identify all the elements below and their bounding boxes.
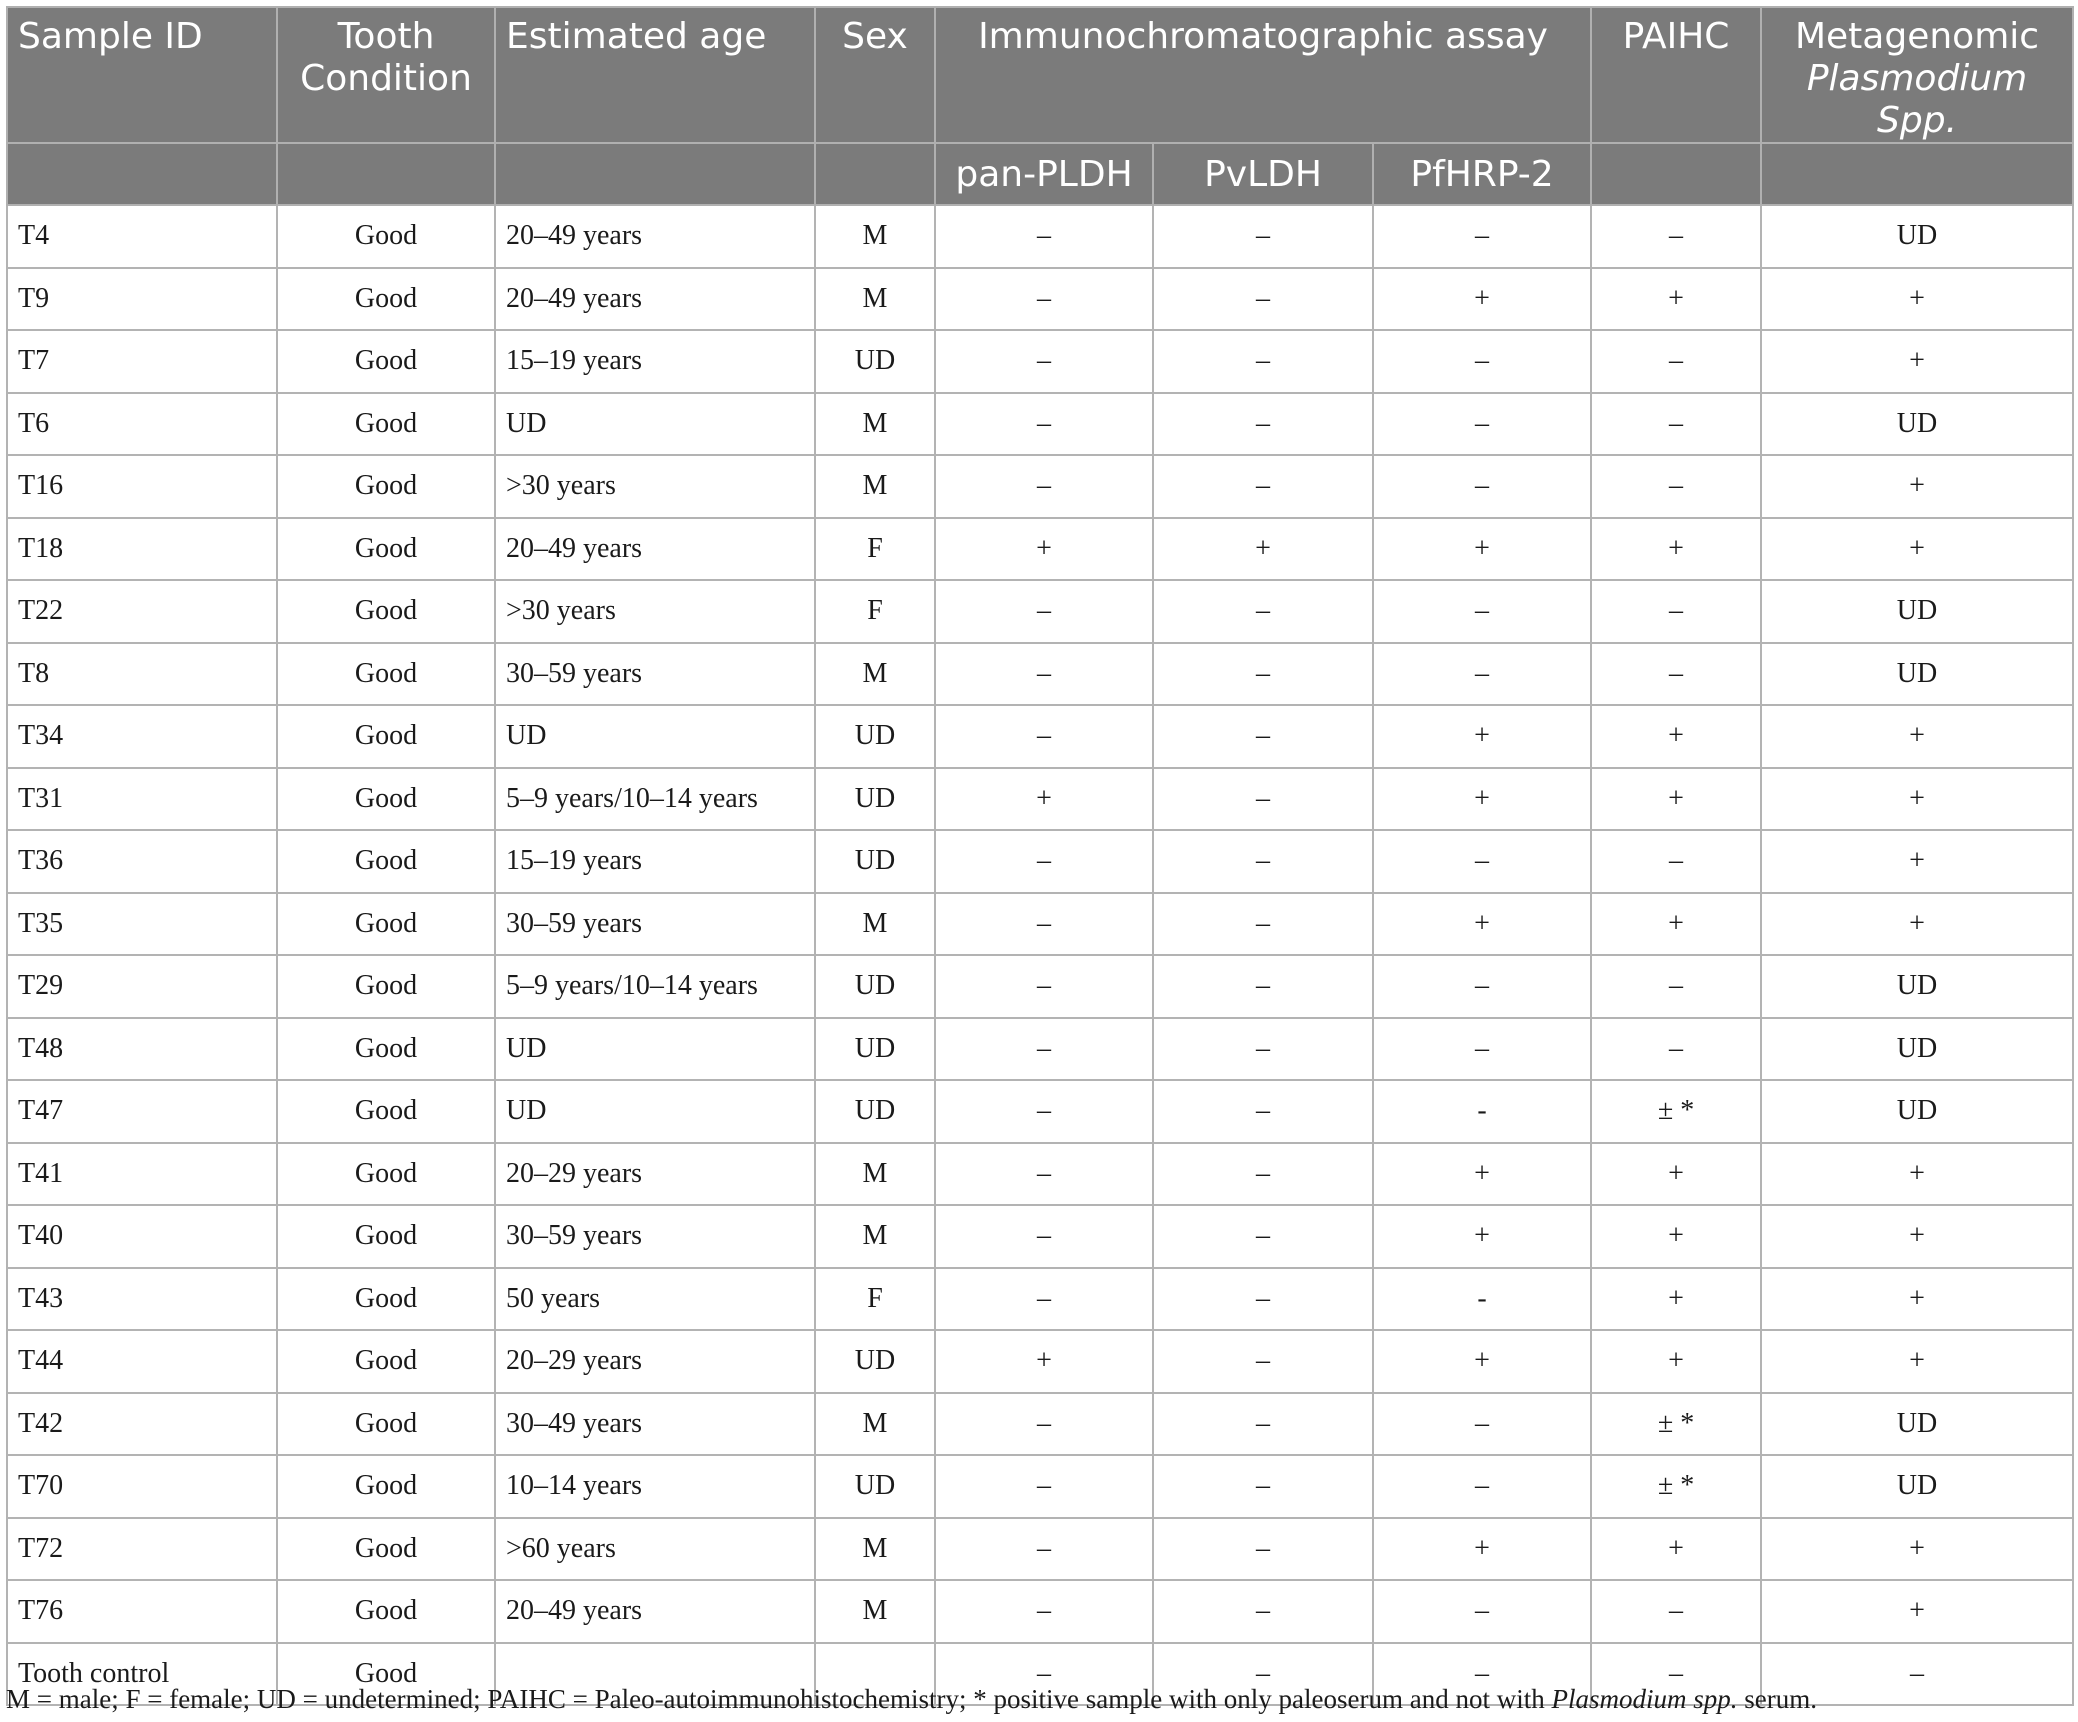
cell-sample-id: T35	[7, 893, 277, 956]
cell-paihc: –	[1591, 1643, 1761, 1706]
cell-estimated-age: UD	[495, 705, 815, 768]
cell-estimated-age: >30 years	[495, 455, 815, 518]
cell-estimated-age: 5–9 years/10–14 years	[495, 768, 815, 831]
cell-pan-pldh: –	[935, 705, 1153, 768]
cell-sample-id: Tooth control	[7, 1643, 277, 1706]
cell-pfhrp2: -	[1373, 1080, 1591, 1143]
header-metagenomic	[1761, 7, 2073, 143]
cell-paihc: –	[1591, 205, 1761, 268]
cell-tooth-condition: Good	[277, 1455, 495, 1518]
cell-tooth-condition: Good	[277, 205, 495, 268]
cell-estimated-age: 20–29 years	[495, 1330, 815, 1393]
table-row	[7, 1330, 2073, 1393]
table-row	[7, 518, 2073, 581]
cell-estimated-age: 30–59 years	[495, 643, 815, 706]
cell-tooth-condition: Good	[277, 1393, 495, 1456]
cell-sample-id: T29	[7, 955, 277, 1018]
cell-pvldh: –	[1153, 1143, 1373, 1206]
cell-pvldh: –	[1153, 393, 1373, 456]
cell-estimated-age: UD	[495, 1080, 815, 1143]
table-header	[7, 7, 2073, 205]
cell-metagenomic: UD	[1761, 1455, 2073, 1518]
cell-pfhrp2: –	[1373, 643, 1591, 706]
cell-metagenomic: +	[1761, 893, 2073, 956]
cell-pvldh: –	[1153, 1580, 1373, 1643]
table-footnote	[6, 1684, 1817, 1715]
cell-pfhrp2: +	[1373, 1205, 1591, 1268]
table-row	[7, 1518, 2073, 1581]
cell-tooth-condition: Good	[277, 1330, 495, 1393]
cell-pfhrp2: –	[1373, 1580, 1591, 1643]
cell-pan-pldh: –	[935, 1018, 1153, 1081]
cell-tooth-condition: Good	[277, 893, 495, 956]
cell-pfhrp2: +	[1373, 1330, 1591, 1393]
cell-pfhrp2: –	[1373, 830, 1591, 893]
cell-estimated-age: 5–9 years/10–14 years	[495, 955, 815, 1018]
cell-estimated-age: 20–49 years	[495, 518, 815, 581]
table-row	[7, 1393, 2073, 1456]
cell-tooth-condition: Good	[277, 955, 495, 1018]
table-row	[7, 1018, 2073, 1081]
cell-pfhrp2: +	[1373, 893, 1591, 956]
cell-metagenomic: +	[1761, 768, 2073, 831]
cell-metagenomic: UD	[1761, 393, 2073, 456]
cell-metagenomic: +	[1761, 330, 2073, 393]
cell-tooth-condition: Good	[277, 643, 495, 706]
header-meta-line1: Metagenomic	[1794, 16, 2040, 57]
table-row	[7, 705, 2073, 768]
cell-paihc: +	[1591, 1143, 1761, 1206]
cell-sample-id: T9	[7, 268, 277, 331]
header-empty-5	[1591, 143, 1761, 205]
cell-tooth-condition: Good	[277, 1518, 495, 1581]
cell-sample-id: T41	[7, 1143, 277, 1206]
cell-metagenomic: UD	[1761, 955, 2073, 1018]
cell-estimated-age: 20–49 years	[495, 1580, 815, 1643]
header-empty-3	[495, 143, 815, 205]
cell-metagenomic: UD	[1761, 1080, 2073, 1143]
cell-sex: M	[815, 1393, 935, 1456]
cell-pfhrp2: +	[1373, 268, 1591, 331]
cell-pan-pldh: –	[935, 580, 1153, 643]
cell-pfhrp2: +	[1373, 768, 1591, 831]
cell-paihc: ± *	[1591, 1393, 1761, 1456]
cell-tooth-condition: Good	[277, 330, 495, 393]
header-immunochromatographic-assay: Immunochromatographic assay	[935, 7, 1591, 143]
table-row	[7, 1455, 2073, 1518]
cell-tooth-condition: Good	[277, 268, 495, 331]
cell-metagenomic: UD	[1761, 1018, 2073, 1081]
cell-pfhrp2: -	[1373, 1268, 1591, 1331]
cell-sample-id: T76	[7, 1580, 277, 1643]
cell-paihc: –	[1591, 830, 1761, 893]
cell-metagenomic: –	[1761, 1643, 2073, 1706]
cell-pan-pldh: –	[935, 205, 1153, 268]
table-row	[7, 580, 2073, 643]
cell-tooth-condition: Good	[277, 580, 495, 643]
cell-sample-id: T36	[7, 830, 277, 893]
header-pan-pldh: pan-PLDH	[935, 143, 1153, 205]
cell-tooth-condition: Good	[277, 1268, 495, 1331]
cell-pan-pldh: –	[935, 643, 1153, 706]
cell-pfhrp2: –	[1373, 1643, 1591, 1706]
cell-pvldh: –	[1153, 1080, 1373, 1143]
cell-pan-pldh: –	[935, 1580, 1153, 1643]
table-row	[7, 643, 2073, 706]
cell-pan-pldh: –	[935, 1393, 1153, 1456]
cell-pfhrp2: +	[1373, 1143, 1591, 1206]
cell-sex: M	[815, 893, 935, 956]
cell-pan-pldh: –	[935, 1455, 1153, 1518]
cell-pvldh: –	[1153, 830, 1373, 893]
cell-sample-id: T34	[7, 705, 277, 768]
cell-tooth-condition: Good	[277, 1018, 495, 1081]
cell-sex: M	[815, 1143, 935, 1206]
cell-paihc: –	[1591, 955, 1761, 1018]
cell-pvldh: –	[1153, 643, 1373, 706]
cell-paihc: –	[1591, 643, 1761, 706]
header-paihc: PAIHC	[1591, 7, 1761, 143]
cell-estimated-age: UD	[495, 393, 815, 456]
cell-sample-id: T31	[7, 768, 277, 831]
results-table-container	[6, 6, 2072, 1706]
cell-sex: UD	[815, 330, 935, 393]
cell-sex: UD	[815, 705, 935, 768]
header-pvldh: PvLDH	[1153, 143, 1373, 205]
header-pfhrp2: PfHRP-2	[1373, 143, 1591, 205]
cell-metagenomic: +	[1761, 268, 2073, 331]
table-row	[7, 1580, 2073, 1643]
cell-tooth-condition: Good	[277, 768, 495, 831]
cell-tooth-condition: Good	[277, 393, 495, 456]
cell-estimated-age: 10–14 years	[495, 1455, 815, 1518]
footnote-italic: Plasmodium spp.	[1551, 1684, 1738, 1714]
cell-metagenomic: UD	[1761, 1393, 2073, 1456]
cell-pvldh: +	[1153, 518, 1373, 581]
cell-pfhrp2: –	[1373, 455, 1591, 518]
cell-pvldh: –	[1153, 268, 1373, 331]
cell-pfhrp2: +	[1373, 1518, 1591, 1581]
table-row	[7, 1268, 2073, 1331]
cell-tooth-condition: Good	[277, 1580, 495, 1643]
cell-metagenomic: +	[1761, 830, 2073, 893]
cell-sample-id: T16	[7, 455, 277, 518]
header-empty-1	[7, 143, 277, 205]
cell-pan-pldh: –	[935, 330, 1153, 393]
cell-paihc: ± *	[1591, 1080, 1761, 1143]
table-body	[7, 205, 2073, 1705]
cell-paihc: +	[1591, 705, 1761, 768]
cell-sample-id: T18	[7, 518, 277, 581]
header-empty-2	[277, 143, 495, 205]
cell-estimated-age: >30 years	[495, 580, 815, 643]
cell-sex: M	[815, 455, 935, 518]
cell-estimated-age: 20–49 years	[495, 205, 815, 268]
cell-tooth-condition: Good	[277, 830, 495, 893]
cell-metagenomic: +	[1761, 455, 2073, 518]
cell-estimated-age: 15–19 years	[495, 330, 815, 393]
cell-sex: M	[815, 1205, 935, 1268]
table-row	[7, 1205, 2073, 1268]
header-tooth-condition	[277, 7, 495, 143]
cell-pvldh: –	[1153, 893, 1373, 956]
cell-estimated-age: 30–59 years	[495, 1205, 815, 1268]
cell-pvldh: –	[1153, 1455, 1373, 1518]
cell-pfhrp2: –	[1373, 393, 1591, 456]
cell-paihc: –	[1591, 455, 1761, 518]
cell-pan-pldh: +	[935, 1330, 1153, 1393]
cell-sex: M	[815, 1518, 935, 1581]
cell-sample-id: T6	[7, 393, 277, 456]
cell-sample-id: T48	[7, 1018, 277, 1081]
header-sex: Sex	[815, 7, 935, 143]
cell-sample-id: T4	[7, 205, 277, 268]
cell-sample-id: T8	[7, 643, 277, 706]
cell-metagenomic: +	[1761, 1268, 2073, 1331]
cell-pan-pldh: –	[935, 393, 1153, 456]
cell-estimated-age: 15–19 years	[495, 830, 815, 893]
cell-sex: F	[815, 518, 935, 581]
cell-estimated-age: >60 years	[495, 1518, 815, 1581]
cell-paihc: +	[1591, 893, 1761, 956]
cell-tooth-condition: Good	[277, 455, 495, 518]
cell-pfhrp2: –	[1373, 330, 1591, 393]
cell-pvldh: –	[1153, 455, 1373, 518]
cell-metagenomic: +	[1761, 1518, 2073, 1581]
cell-estimated-age: UD	[495, 1018, 815, 1081]
cell-pvldh: –	[1153, 1018, 1373, 1081]
cell-sample-id: T70	[7, 1455, 277, 1518]
cell-sample-id: T40	[7, 1205, 277, 1268]
cell-pan-pldh: –	[935, 1643, 1153, 1706]
cell-metagenomic: +	[1761, 1205, 2073, 1268]
header-empty-6	[1761, 143, 2073, 205]
cell-pvldh: –	[1153, 1393, 1373, 1456]
cell-pan-pldh: –	[935, 1268, 1153, 1331]
cell-pvldh: –	[1153, 330, 1373, 393]
header-meta-line2: Plasmodium Spp.	[1806, 58, 2028, 141]
header-tooth-line2: Condition	[300, 58, 472, 99]
cell-pfhrp2: –	[1373, 1393, 1591, 1456]
header-row-1	[7, 7, 2073, 143]
header-tooth-line1: Tooth	[337, 16, 435, 57]
cell-pvldh: –	[1153, 1330, 1373, 1393]
cell-pan-pldh: –	[935, 268, 1153, 331]
table-row	[7, 1143, 2073, 1206]
cell-pan-pldh: +	[935, 768, 1153, 831]
cell-metagenomic: +	[1761, 1143, 2073, 1206]
cell-pan-pldh: –	[935, 893, 1153, 956]
cell-paihc: +	[1591, 1518, 1761, 1581]
cell-pan-pldh: –	[935, 1143, 1153, 1206]
cell-sex: M	[815, 205, 935, 268]
cell-sex: M	[815, 643, 935, 706]
cell-paihc: –	[1591, 580, 1761, 643]
cell-pfhrp2: –	[1373, 955, 1591, 1018]
table-row	[7, 455, 2073, 518]
cell-paihc: ± *	[1591, 1455, 1761, 1518]
cell-sex: F	[815, 580, 935, 643]
cell-paihc: +	[1591, 268, 1761, 331]
cell-pvldh: –	[1153, 205, 1373, 268]
table-row	[7, 893, 2073, 956]
cell-pfhrp2: –	[1373, 205, 1591, 268]
cell-sex: F	[815, 1268, 935, 1331]
cell-pan-pldh: –	[935, 455, 1153, 518]
cell-pvldh: –	[1153, 1205, 1373, 1268]
cell-estimated-age: 20–49 years	[495, 268, 815, 331]
cell-sex: M	[815, 268, 935, 331]
cell-metagenomic: +	[1761, 1580, 2073, 1643]
cell-metagenomic: +	[1761, 518, 2073, 581]
cell-sex: UD	[815, 1455, 935, 1518]
cell-metagenomic: UD	[1761, 643, 2073, 706]
cell-estimated-age: 30–59 years	[495, 893, 815, 956]
cell-pan-pldh: –	[935, 1080, 1153, 1143]
table-row	[7, 205, 2073, 268]
table-row	[7, 268, 2073, 331]
cell-metagenomic: +	[1761, 705, 2073, 768]
cell-sex: M	[815, 1580, 935, 1643]
cell-paihc: +	[1591, 518, 1761, 581]
cell-metagenomic: UD	[1761, 580, 2073, 643]
cell-sex: M	[815, 393, 935, 456]
cell-sample-id: T72	[7, 1518, 277, 1581]
header-estimated-age: Estimated age	[495, 7, 815, 143]
table-row	[7, 330, 2073, 393]
cell-tooth-condition: Good	[277, 518, 495, 581]
cell-pan-pldh: –	[935, 955, 1153, 1018]
cell-pvldh: –	[1153, 955, 1373, 1018]
cell-tooth-condition: Good	[277, 1643, 495, 1706]
cell-sex: UD	[815, 830, 935, 893]
footnote-end: serum.	[1737, 1684, 1817, 1714]
cell-pan-pldh: –	[935, 1518, 1153, 1581]
cell-sex: UD	[815, 1018, 935, 1081]
header-empty-4	[815, 143, 935, 205]
cell-sample-id: T43	[7, 1268, 277, 1331]
cell-sex: UD	[815, 768, 935, 831]
cell-metagenomic: UD	[1761, 205, 2073, 268]
cell-tooth-condition: Good	[277, 1080, 495, 1143]
cell-paihc: –	[1591, 330, 1761, 393]
cell-pfhrp2: –	[1373, 1455, 1591, 1518]
cell-sample-id: T22	[7, 580, 277, 643]
cell-paihc: +	[1591, 768, 1761, 831]
cell-pfhrp2: –	[1373, 1018, 1591, 1081]
cell-sample-id: T7	[7, 330, 277, 393]
cell-tooth-condition: Good	[277, 1143, 495, 1206]
cell-pvldh: –	[1153, 1268, 1373, 1331]
cell-estimated-age: 50 years	[495, 1268, 815, 1331]
footnote-text: M = male; F = female; UD = undetermined; PAIHC = Paleo-autoimmunohistochemistry; * positive sample with only paleoserum and not with	[6, 1684, 1552, 1714]
cell-sample-id: T44	[7, 1330, 277, 1393]
cell-paihc: +	[1591, 1205, 1761, 1268]
cell-sample-id: T42	[7, 1393, 277, 1456]
cell-sex: UD	[815, 1080, 935, 1143]
cell-tooth-condition: Good	[277, 705, 495, 768]
cell-estimated-age: 30–49 years	[495, 1393, 815, 1456]
results-table	[6, 6, 2074, 1706]
table-row	[7, 768, 2073, 831]
cell-paihc: +	[1591, 1268, 1761, 1331]
cell-pvldh: –	[1153, 1518, 1373, 1581]
cell-pan-pldh: –	[935, 1205, 1153, 1268]
cell-paihc: –	[1591, 1580, 1761, 1643]
cell-pfhrp2: +	[1373, 705, 1591, 768]
cell-pfhrp2: +	[1373, 518, 1591, 581]
cell-tooth-condition: Good	[277, 1205, 495, 1268]
cell-estimated-age: 20–29 years	[495, 1143, 815, 1206]
cell-pvldh: –	[1153, 768, 1373, 831]
cell-pvldh: –	[1153, 580, 1373, 643]
cell-sex: UD	[815, 1330, 935, 1393]
table-row	[7, 955, 2073, 1018]
cell-pfhrp2: –	[1373, 580, 1591, 643]
header-sample-id: Sample ID	[7, 7, 277, 143]
cell-pvldh: –	[1153, 1643, 1373, 1706]
cell-paihc: –	[1591, 393, 1761, 456]
cell-sample-id: T47	[7, 1080, 277, 1143]
header-row-2	[7, 143, 2073, 205]
table-row	[7, 830, 2073, 893]
table-row	[7, 1080, 2073, 1143]
cell-pan-pldh: +	[935, 518, 1153, 581]
cell-pvldh: –	[1153, 705, 1373, 768]
cell-paihc: +	[1591, 1330, 1761, 1393]
table-row	[7, 393, 2073, 456]
cell-sex: UD	[815, 955, 935, 1018]
cell-paihc: –	[1591, 1018, 1761, 1081]
cell-metagenomic: +	[1761, 1330, 2073, 1393]
cell-pan-pldh: –	[935, 830, 1153, 893]
